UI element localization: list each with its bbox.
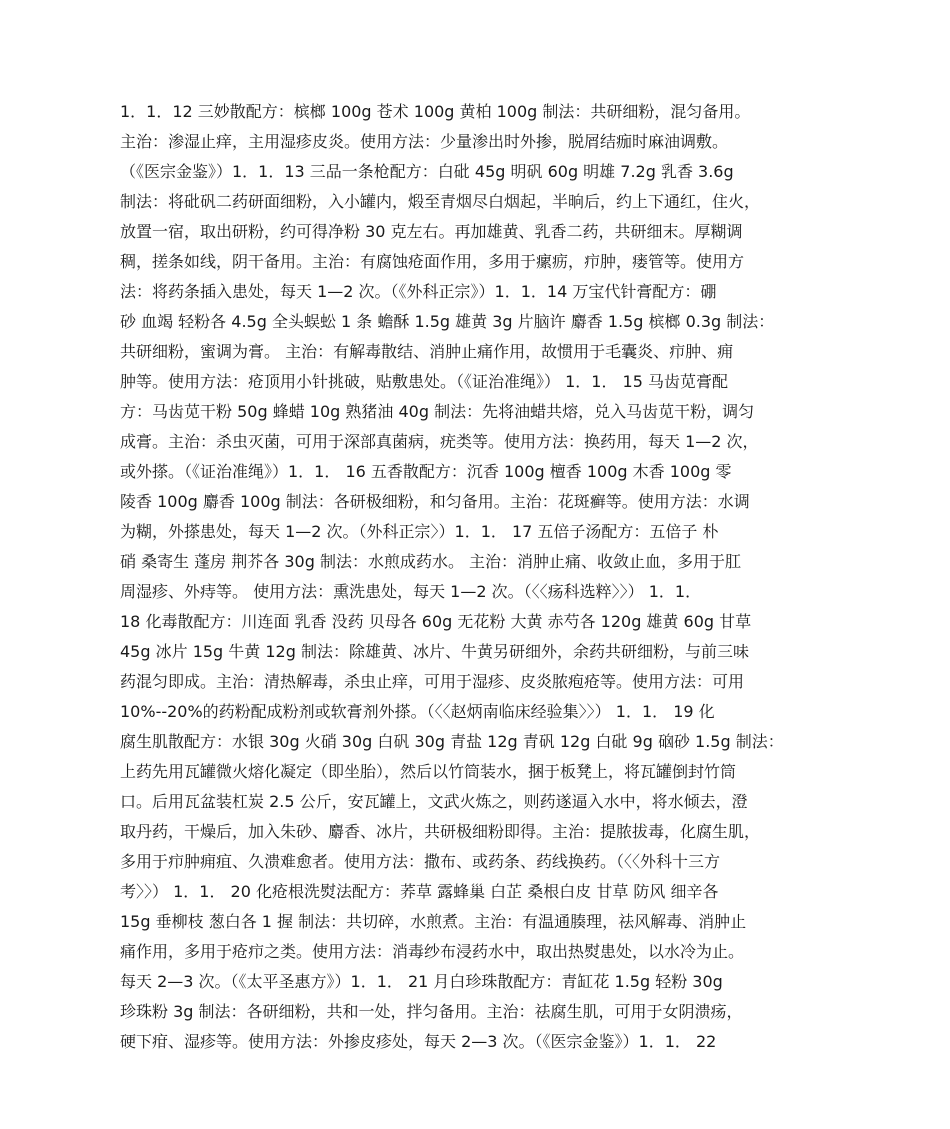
text-line: 痛作用，多用于疮疖之类。使用方法：消毒纱布浸药水中，取出热熨患处，以水冷为止。 (120, 942, 745, 961)
text-line: 腐生肌散配方：水银 30g 火硝 30g 白矾 30g 青盐 12g 青矾 12g 白砒 9g 硇砂 1.5g 制法： (120, 732, 784, 751)
text-line: 放置一宿，取出研粉，约可得净粉 30 克左右。再加雄黄、乳香二药，共研细末。厚糊调 (120, 222, 743, 241)
body-text (120, 97, 840, 1057)
text-line: 18 化毒散配方：川连面 乳香 没药 贝母各 60g 无花粉 大黄 赤芍各 120g 雄黄 60g 甘草 (120, 612, 752, 631)
text-line: 珍珠粉 3g 制法：各研细粉，共和一处，拌匀备用。主治：祛腐生肌，可用于女阴溃疡， (120, 1002, 743, 1021)
text-line: 15g 垂柳枝 葱白各 1 握 制法：共切碎，水煎煮。主治：有温通腠理，祛风解毒、消肿止 (120, 912, 747, 931)
text-line: 主治：渗湿止痒，主用湿疹皮炎。使用方法：少量渗出时外掺，脱屑结痂时麻油调敷。 (120, 132, 729, 151)
text-line: 10%--20%的药粉配成粉剂或软膏剂外搽。（〈〈赵炳南临床经验集〉〉） 1．1． 19 化 (120, 702, 715, 721)
text-line: 砂 血竭 轻粉各 4.5g 全头蜈蚣 1 条 蟾酥 1.5g 雄黄 3g 片脑许 麝香 1.5g 槟榔 0.3g 制法： (120, 312, 775, 331)
text-line: 周湿疹、外痔等。 使用方法：熏洗患处，每天 1—2 次。（〈〈疡科选粹〉〉） 1．1． (120, 582, 702, 601)
text-line: 多用于疖肿痈疽、久溃难愈者。使用方法：撒布、或药条、药线换药。（〈〈外科十三方 (120, 852, 721, 871)
text-line: 为糊，外搽患处，每天 1—2 次。（外科正宗〉）1．1． 17 五倍子汤配方：五倍子 朴 (120, 522, 719, 541)
text-line: 制法：将砒矾二药研面细粉，入小罐内，煅至青烟尽白烟起，半晌后，约上下通红，住火， (120, 192, 761, 211)
text-line: 硝 桑寄生 蓬房 荆芥各 30g 制法：水煎成药水。 主治：消肿止痛、收敛止血，多用于肛 (120, 552, 742, 571)
text-line: 药混匀即成。主治：清热解毒，杀虫止痒，可用于湿疹、皮炎脓疱疮等。使用方法：可用 (120, 672, 745, 691)
text-line: 口。后用瓦盆装杠炭 2.5 公斤，安瓦罐上，文武火炼之，则药遂逼入水中，将水倾去，澄 (120, 792, 748, 811)
text-line: 成膏。主治：杀虫灭菌，可用于深部真菌病，疣类等。使用方法：换药用，每天 1—2 次， (120, 432, 759, 451)
text-line: 每天 2—3 次。（《太平圣惠方》）1．1． 21 月白珍珠散配方：青缸花 1.5g 轻粉 30g (120, 972, 723, 991)
text-line: 硬下疳、湿疹等。使用方法：外掺皮疹处，每天 2—3 次。（《医宗金鉴》）1．1． 22 (120, 1032, 717, 1051)
text-line: 1．1．12 三妙散配方：槟榔 100g 苍术 100g 黄柏 100g 制法：共研细粉，混匀备用。 (120, 102, 751, 121)
text-line: 方：马齿苋干粉 50g 蜂蜡 10g 熟猪油 40g 制法：先将油蜡共熔，兑入马齿苋干粉，调匀 (120, 402, 755, 421)
text-line: 45g 冰片 15g 牛黄 12g 制法：除雄黄、冰片、牛黄另研细外，余药共研细粉，与前三味 (120, 642, 749, 661)
text-line: 考〉〉） 1．1． 20 化疮根洗熨法配方：荞草 露蜂巢 白芷 桑根白皮 甘草 防风 细辛各 (120, 882, 719, 901)
text-line: 上药先用瓦罐微火熔化凝定（即坐胎），然后以竹筒装水，捆于板凳上，将瓦罐倒封竹筒 (120, 762, 737, 781)
text-line: 肿等。使用方法：疮顶用小针挑破，贴敷患处。（《证治准绳》） 1．1． 15 马齿苋膏配 (120, 372, 728, 391)
text-line: 陵香 100g 麝香 100g 制法：各研极细粉，和匀备用。主治：花斑癣等。使用方法：水调 (120, 492, 750, 511)
text-line: 稠，搓条如线，阴干备用。主治：有腐蚀疮面作用，多用于瘰疬，疖肿，瘘管等。使用方 (120, 252, 745, 271)
text-line: 取丹药，干燥后，加入朱砂、麝香、冰片，共研极细粉即得。主治：提脓拔毒，化腐生肌， (120, 822, 761, 841)
text-line: 共研细粉，蜜调为膏。 主治：有解毒散结、消肿止痛作用，故惯用于毛囊炎、疖肿、痈 (120, 342, 734, 361)
text-line: （《医宗金鉴》）1．1．13 三品一条枪配方：白砒 45g 明矾 60g 明雄 7.2g 乳香 3.6g (120, 162, 734, 181)
text-line: 或外搽。（《证治准绳》）1．1． 16 五香散配方：沉香 100g 檀香 100g 木香 100g 零 (120, 462, 732, 481)
text-line: 法：将药条插入患处，每天 1—2 次。（《外科正宗》）1．1．14 万宝代针膏配方：硼 (120, 282, 717, 301)
